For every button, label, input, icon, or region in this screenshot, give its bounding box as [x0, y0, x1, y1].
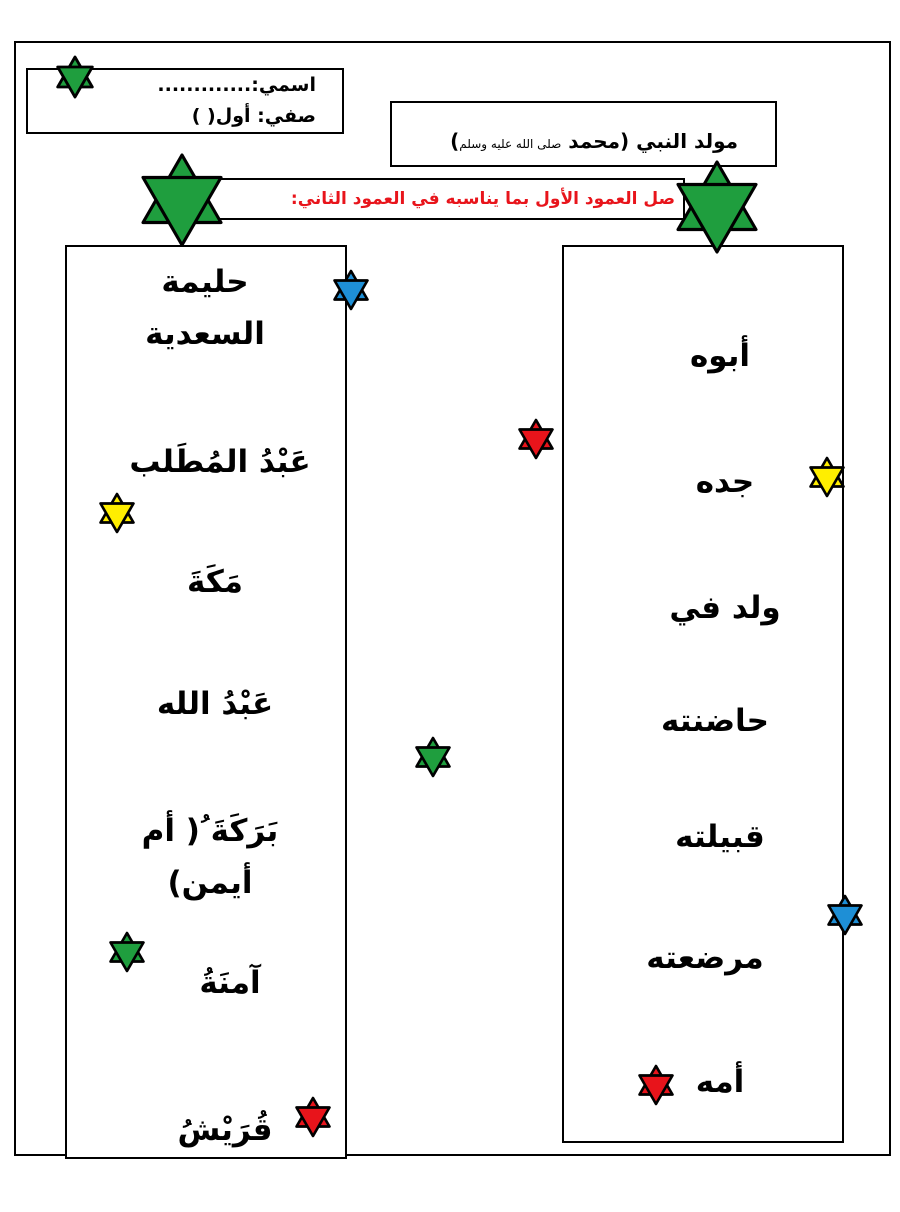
right-item-nanny[interactable]: حاضنته	[660, 703, 770, 739]
star-red-right-icon[interactable]	[637, 1066, 675, 1104]
instruction-text: صل العمود الأول بما يناسبه في العمود الثاني:	[290, 189, 675, 209]
left-item-abdullah[interactable]: عَبْدُ الله	[156, 686, 274, 722]
left-item-abdulmuttalib[interactable]: عَبْدُ المُطَلب	[129, 444, 311, 480]
star-yellow-left-icon[interactable]	[98, 494, 136, 532]
title-honorific: صلى الله عليه وسلم	[459, 137, 562, 151]
left-item-makkah[interactable]: مَكَةَ	[186, 564, 244, 600]
star-green-left-icon[interactable]	[108, 933, 146, 971]
class-field-label: صفي: أول( )	[191, 105, 316, 127]
star-green-middle-icon[interactable]	[414, 738, 452, 776]
star-green-large-right-icon	[672, 162, 762, 252]
title-main: مولد النبي (محمد	[561, 129, 738, 153]
title-close: )	[450, 129, 460, 153]
right-item-grandfather[interactable]: جده	[695, 464, 755, 500]
star-green-large-left-icon	[137, 155, 227, 245]
star-green-header-icon	[55, 57, 95, 97]
star-red-middle-icon[interactable]	[517, 420, 555, 458]
left-item-aminah[interactable]: آمنَةُ	[199, 965, 261, 1001]
right-item-tribe[interactable]: قبيلته	[675, 819, 765, 855]
page-title	[450, 126, 738, 159]
star-yellow-right-icon[interactable]	[808, 458, 846, 496]
left-item-halima[interactable]: حليمة السعدية	[145, 264, 265, 352]
left-item-barakah[interactable]: بَرَكَةَ ُ( أم أيمن)	[141, 813, 279, 901]
right-item-father[interactable]: أبوه	[689, 338, 750, 374]
name-field-label: اسمي:.............	[157, 74, 316, 96]
right-item-mother[interactable]: أمه	[695, 1064, 745, 1100]
star-blue-left-icon[interactable]	[332, 271, 370, 309]
left-item-quraysh[interactable]: قُرَيْشُ	[177, 1112, 273, 1148]
star-red-left-icon[interactable]	[294, 1098, 332, 1136]
star-blue-right-icon[interactable]	[826, 896, 864, 934]
right-item-wet-nurse[interactable]: مرضعته	[646, 940, 764, 976]
right-item-born-in[interactable]: ولد في	[669, 590, 781, 626]
